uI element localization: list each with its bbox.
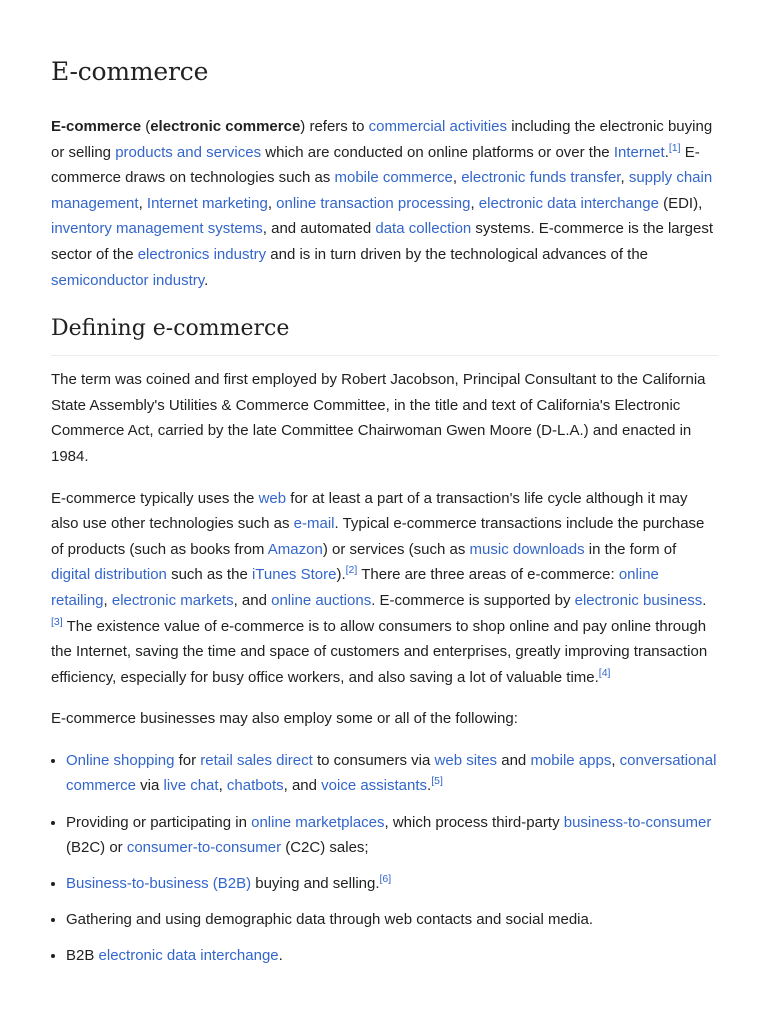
- page-title: E-commerce: [51, 57, 209, 86]
- text: , and: [283, 777, 322, 795]
- link-conversational-commerce[interactable]: conversational commerce: [66, 751, 717, 795]
- text: ,: [218, 777, 227, 795]
- text: E-commerce draws on technologies such as: [51, 143, 700, 187]
- text: such as the: [166, 566, 252, 584]
- link-electronics-industry[interactable]: electronics industry: [137, 245, 267, 263]
- link-electronic-data-interchange-b2b[interactable]: electronic data interchange: [98, 947, 279, 965]
- text: .: [702, 591, 707, 609]
- text: E-commerce typically uses the: [51, 489, 259, 507]
- text: and is in turn driven by the technological advances of the: [266, 245, 649, 263]
- text: ,: [452, 169, 462, 187]
- link-email[interactable]: e-mail: [293, 515, 335, 533]
- text: ) refers to: [300, 118, 369, 135]
- link-data-collection[interactable]: data collection: [375, 220, 472, 238]
- article-content: [51, 52, 718, 980]
- reference-2: [346, 564, 358, 576]
- text: B2B: [66, 947, 99, 965]
- text: which are conducted on online platforms or over the: [261, 143, 614, 161]
- link-online-shopping[interactable]: Online shopping: [66, 751, 175, 769]
- text: . E-commerce is supported by: [371, 591, 575, 609]
- text: ,: [620, 169, 629, 187]
- reference-1: [669, 142, 681, 154]
- link-business-to-consumer[interactable]: business-to-consumer: [563, 813, 712, 831]
- link-inventory-management-systems[interactable]: inventory management systems: [51, 220, 263, 238]
- text: including the electronic buying or selling: [51, 118, 713, 161]
- section-paragraph-3: E-commerce businesses may also employ some or all of the following:: [51, 710, 518, 728]
- link-digital-distribution[interactable]: digital distribution: [51, 566, 167, 584]
- intro-paragraph: [51, 114, 718, 293]
- text: ) or services (such as: [322, 540, 470, 558]
- text: ,: [611, 751, 620, 769]
- text: systems. E-commerce is the largest sector of the: [51, 220, 713, 263]
- link-electronic-business[interactable]: electronic business: [574, 591, 703, 609]
- link-web[interactable]: web: [258, 489, 287, 507]
- reference-4: [599, 667, 611, 679]
- reference-link-4[interactable]: [4]: [598, 666, 611, 679]
- link-amazon[interactable]: Amazon: [267, 540, 323, 558]
- link-online-retailing[interactable]: online retailing: [51, 566, 659, 609]
- reference-link-3[interactable]: [3]: [51, 615, 63, 628]
- reference-5: [431, 775, 443, 787]
- list-item: [66, 943, 718, 969]
- text: ,: [103, 591, 112, 609]
- bold-term: electronic commerce: [150, 118, 301, 135]
- reference-link-2[interactable]: [2]: [345, 564, 358, 577]
- text: , and: [233, 591, 272, 609]
- link-music-downloads[interactable]: music downloads: [469, 540, 585, 558]
- link-online-marketplaces[interactable]: online marketplaces: [251, 813, 385, 831]
- link-electronic-markets[interactable]: electronic markets: [111, 591, 234, 609]
- reference-6: [380, 873, 392, 885]
- text: for: [174, 751, 201, 769]
- section-paragraph-2: [51, 486, 718, 691]
- text: to consumers via: [312, 751, 435, 769]
- link-electronic-funds-transfer[interactable]: electronic funds transfer: [461, 169, 621, 187]
- list-item: [66, 871, 718, 897]
- link-internet[interactable]: Internet: [613, 143, 665, 161]
- text: , which process third-party: [384, 813, 564, 831]
- text: in the form of: [584, 540, 677, 558]
- text: ,: [138, 194, 147, 212]
- text: .: [204, 271, 209, 289]
- link-online-transaction-processing[interactable]: online transaction processing: [276, 194, 471, 212]
- link-itunes-store[interactable]: iTunes Store: [251, 566, 337, 584]
- text: via: [136, 777, 164, 795]
- link-commercial-activities[interactable]: commercial activities: [368, 118, 508, 135]
- link-semiconductor-industry[interactable]: semiconductor industry: [51, 271, 205, 289]
- text: The existence value of e-commerce is to allow consumers to shop online and pay online through the Internet, saving the time and space of customers and enterprises, greatly improving transaction efficiency, especially for busy office workers, and also saving a lot of valuable time.: [51, 617, 708, 686]
- link-online-auctions[interactable]: online auctions: [271, 591, 372, 609]
- list-item: [66, 907, 718, 933]
- list-item: [66, 810, 718, 861]
- text: Providing or participating in: [66, 813, 252, 831]
- text: . Typical e-commerce transactions include the purchase of products (such as books from: [51, 515, 705, 558]
- text: (EDI),: [658, 194, 703, 212]
- reference-link-5[interactable]: [5]: [431, 775, 443, 788]
- text: .: [278, 947, 283, 965]
- link-electronic-data-interchange[interactable]: electronic data interchange: [478, 194, 659, 212]
- text: ,: [470, 194, 479, 212]
- text: ).: [336, 566, 346, 584]
- link-business-to-business[interactable]: Business-to-business (B2B): [66, 875, 252, 893]
- link-chatbots[interactable]: chatbots: [226, 777, 284, 795]
- text: and: [497, 751, 531, 769]
- link-supply-chain-management[interactable]: supply chain management: [51, 169, 713, 212]
- text: (C2C) sales;: [281, 839, 369, 857]
- link-web-sites[interactable]: web sites: [434, 751, 498, 769]
- link-consumer-to-consumer[interactable]: consumer-to-consumer: [126, 839, 282, 857]
- section-paragraph-1: The term was coined and first employed by Robert Jacobson, Principal Consultant to the California State Assembly's Utilities & Commerce Committee, in the title and text of California's Electronic Commerce Act, carried by the late Committee Chairwoman Gwen Moore (D-L.A.) and enacted in 1984.: [51, 371, 706, 465]
- link-internet-marketing[interactable]: Internet marketing: [146, 194, 268, 212]
- text: .: [427, 777, 432, 795]
- link-mobile-commerce[interactable]: mobile commerce: [334, 169, 453, 187]
- feature-list: [51, 748, 718, 969]
- text: Gathering and using demographic data through web contacts and social media.: [66, 911, 593, 929]
- reference-3: [51, 616, 63, 628]
- text: (: [141, 118, 151, 135]
- link-retail-sales-direct[interactable]: retail sales direct: [200, 751, 313, 769]
- link-live-chat[interactable]: live chat: [163, 777, 219, 795]
- text: (B2C) or: [66, 839, 127, 857]
- text: .: [664, 143, 669, 161]
- list-item: [66, 748, 718, 799]
- reference-link-6[interactable]: [6]: [379, 873, 392, 886]
- link-voice-assistants[interactable]: voice assistants: [321, 777, 428, 795]
- link-mobile-apps[interactable]: mobile apps: [530, 751, 612, 769]
- text: for at least a part of a transaction's life cycle although it may also use other technologies such as: [51, 489, 688, 533]
- text: There are three areas of e-commerce:: [357, 566, 619, 584]
- section-heading: Defining e-commerce: [51, 312, 718, 356]
- text: ,: [267, 194, 277, 212]
- reference-link-1[interactable]: [1]: [668, 141, 681, 154]
- link-products-and-services[interactable]: products and services: [115, 143, 262, 161]
- text: , and automated: [262, 220, 376, 238]
- text: buying and selling.: [251, 875, 380, 893]
- bold-term: E-commerce: [51, 118, 142, 135]
